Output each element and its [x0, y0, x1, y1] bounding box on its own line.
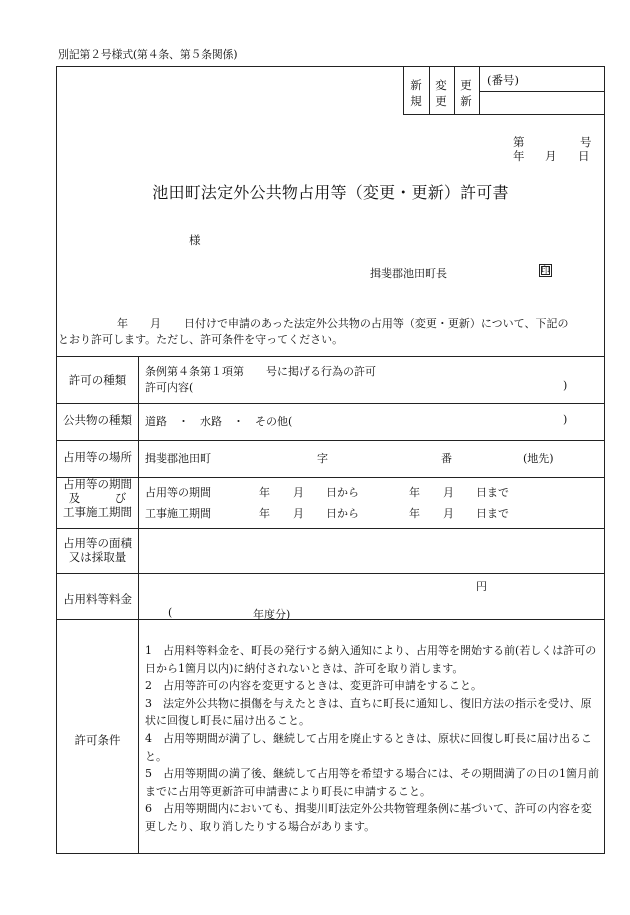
period-construction-name: 工事施工期間	[145, 507, 211, 520]
ref-no-suffix: 号	[580, 135, 592, 149]
fee-fiscal-year: 年度分)	[253, 608, 291, 621]
seal-mark: 印	[540, 266, 550, 276]
checkbox-renew: 更 新	[460, 78, 472, 108]
row-divider	[57, 477, 605, 478]
date-year: 年	[513, 149, 525, 163]
place-chisaki: (地先)	[523, 452, 554, 465]
period-occupancy-to: 日まで	[476, 486, 509, 499]
date-day: 日	[578, 149, 590, 163]
property-value: 道路 ・ 水路 ・ その他(	[145, 415, 293, 428]
period-construction-year2: 年	[409, 507, 420, 520]
area-label: 占用等の面積 又は採取量	[63, 536, 132, 564]
place-aza: 字	[317, 452, 328, 465]
header-box-border	[479, 67, 480, 114]
condition-item: 3 法定外公共物に損傷を与えたときは、直ちに町長に通知し、復旧方法の指示を受け、原状に回復し町長に届け出ること。	[145, 696, 592, 728]
conditions-label: 許可条件	[74, 733, 121, 747]
intro-year: 年	[117, 317, 128, 330]
fee-yen: 円	[476, 580, 487, 593]
checkbox-change: 変 更	[435, 78, 447, 108]
property-close: )	[563, 413, 568, 426]
row-divider	[57, 440, 605, 441]
table-top-border	[57, 356, 605, 357]
period-construction-from: 日から	[326, 507, 359, 520]
place-town: 揖斐郡池田町	[145, 452, 211, 465]
header-box-border	[454, 67, 455, 114]
number-label: (番号)	[487, 73, 519, 87]
period-label: 占用等の期間 及 び 工事施工期間	[63, 477, 132, 519]
row-divider	[57, 403, 605, 404]
place-ban: 番	[441, 452, 452, 465]
intro-line2: とおり許可します。ただし、許可条件を守ってください。	[58, 333, 344, 346]
period-occupancy-name: 占用等の期間	[145, 486, 211, 499]
condition-item: 4 占用等期間が満了し、継続して占用を廃止するときは、原状に回復し町長に届け出ること。	[145, 731, 592, 763]
intro-line1: 日付けで申請のあった法定外公共物の占用等（変更・更新）について、下記の	[184, 317, 569, 330]
period-construction-month2: 月	[443, 507, 454, 520]
period-occupancy-month1: 月	[293, 486, 304, 499]
condition-item: 1 占用料等料金を、町長の発行する納入通知により、占用等を開始する前(若しくは許可の日から1箇月以内)に納付されないときは、許可を取り消します。	[145, 644, 597, 675]
period-occupancy-year2: 年	[409, 486, 420, 499]
place-label: 占用等の場所	[63, 450, 132, 464]
header-divider	[403, 114, 605, 115]
row-divider	[57, 573, 605, 574]
kind-ordinance: 条例第４条第１項第 号に掲げる行為の許可	[145, 365, 376, 378]
row-divider	[57, 619, 605, 620]
date-month: 月	[545, 149, 557, 163]
condition-item: 6 占用等期間内においても、揖斐川町法定外公共物管理条例に基づいて、許可の内容を変更したり、取り消したりする場合があります。	[145, 802, 592, 833]
period-occupancy-month2: 月	[443, 486, 454, 499]
period-construction-to: 日まで	[476, 507, 509, 520]
period-construction-month1: 月	[293, 507, 304, 520]
conditions-list	[145, 642, 600, 836]
condition-item: 5 占用等期間の満了後、継続して占用等を希望する場合には、その期間満了の日の1箇月前までに占用等更新許可申請書により町長に申請すること。	[145, 767, 599, 798]
fee-label: 占用料等料金	[63, 592, 132, 606]
issuer-name: 揖斐郡池田町長	[370, 267, 447, 280]
addressee-suffix: 様	[189, 233, 201, 247]
period-occupancy-from: 日から	[326, 486, 359, 499]
label-column-border	[138, 356, 139, 854]
header-box-border	[403, 67, 404, 114]
page-title: 池田町法定外公共物占用等（変更・更新）許可書	[152, 183, 509, 202]
number-divider	[479, 91, 605, 92]
intro-month: 月	[150, 317, 161, 330]
period-occupancy-year1: 年	[259, 486, 270, 499]
form-reference: 別記第２号様式(第４条、第５条関係)	[58, 48, 238, 61]
kind-close: )	[563, 379, 568, 392]
kind-content: 許可内容(	[145, 381, 194, 394]
checkbox-new: 新 規	[410, 78, 422, 108]
ref-no-prefix: 第	[513, 135, 525, 149]
property-label: 公共物の種類	[63, 413, 132, 427]
fee-open: (	[168, 606, 173, 619]
header-box-border	[429, 67, 430, 114]
row-divider	[57, 528, 605, 529]
period-construction-year1: 年	[259, 507, 270, 520]
kind-label: 許可の種類	[68, 373, 127, 387]
condition-item: 2 占用等許可の内容を変更するときは、変更許可申請をすること。	[145, 679, 482, 693]
